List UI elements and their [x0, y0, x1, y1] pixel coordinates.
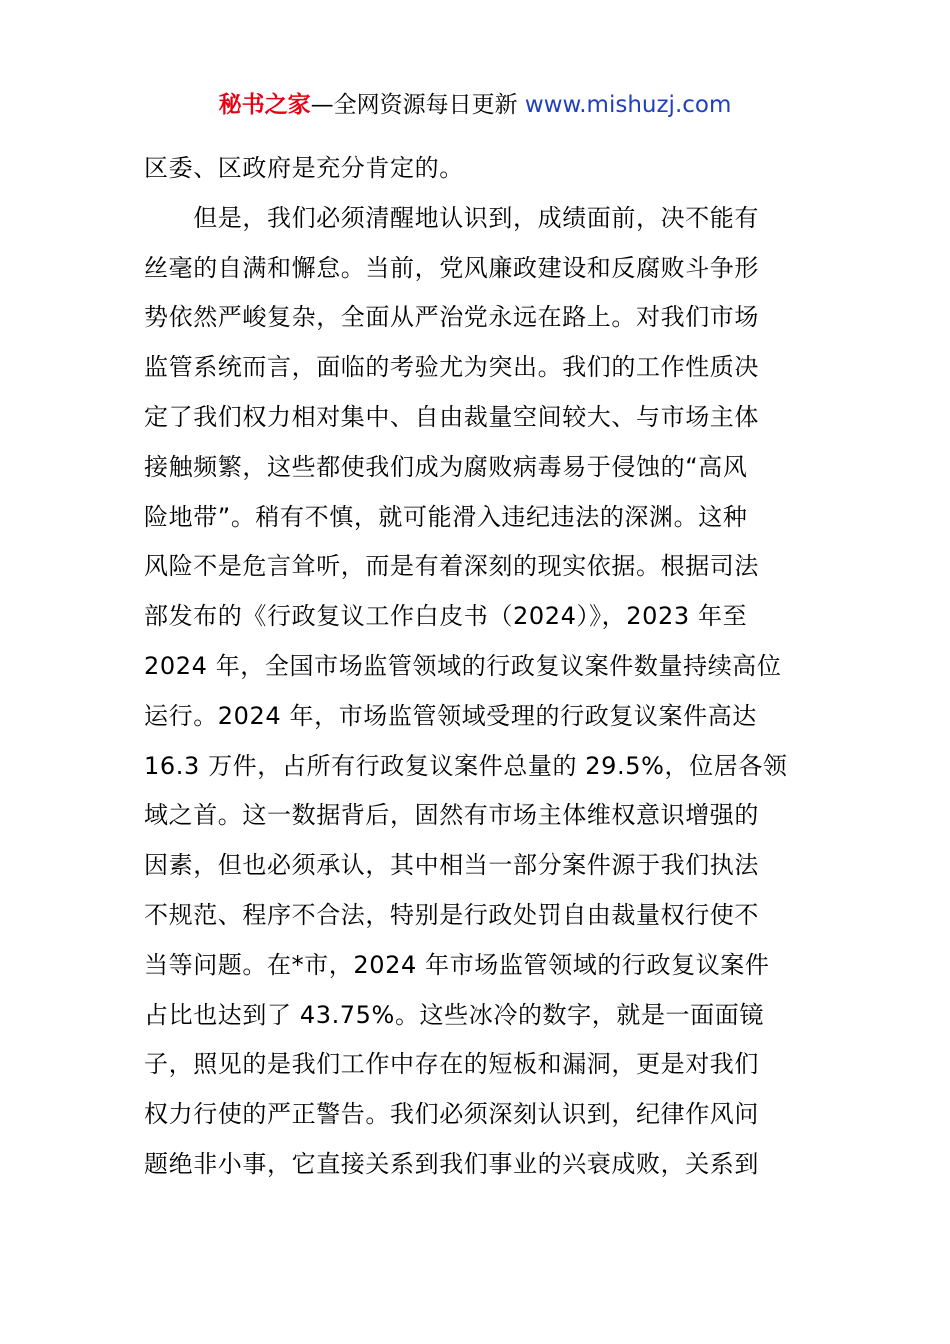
text-line: 监管系统而言，面临的考验尤为突出。我们的工作性质决	[144, 353, 759, 382]
text-line: 丝毫的自满和懈怠。当前，党风廉政建设和反腐败斗争形	[144, 253, 759, 282]
text-line: 运行。2024 年，市场监管领域受理的行政复议案件高达	[144, 701, 757, 730]
text-line: 接触频繁，这些都使我们成为腐败病毒易于侵蚀的“高风	[144, 452, 748, 481]
text-line: 题绝非小事，它直接关系到我们事业的兴衰成败，关系到	[144, 1149, 759, 1178]
text-line: 风险不是危言耸听，而是有着深刻的现实依据。根据司法	[144, 552, 759, 581]
site-header	[0, 88, 950, 122]
text-line: 不规范、程序不合法，特别是行政处罚自由裁量权行使不	[144, 900, 759, 929]
text-line: 部发布的《行政复议工作白皮书（2024）》，2023 年至	[144, 602, 748, 631]
text-line: 子，照见的是我们工作中存在的短板和漏洞，更是对我们	[144, 1050, 759, 1079]
text-line: 因素，但也必须承认，其中相当一部分案件源于我们执法	[144, 851, 759, 880]
text-line: 2024 年，全国市场监管领域的行政复议案件数量持续高位	[144, 651, 782, 680]
header-tagline: —全网资源每日更新	[310, 92, 518, 118]
text-line: 16.3 万件，占所有行政复议案件总量的 29.5%，位居各领	[144, 751, 788, 780]
text-line: 定了我们权力相对集中、自由裁量空间较大、与市场主体	[144, 402, 759, 431]
text-line: 当等问题。在*市，2024 年市场监管领域的行政复议案件	[144, 950, 770, 979]
text-line: 域之首。这一数据背后，固然有市场主体维权意识增强的	[144, 801, 759, 830]
text-line: 势依然严峻复杂，全面从严治党永远在路上。对我们市场	[144, 303, 759, 332]
text-line: 区委、区政府是充分肯定的。	[144, 154, 464, 182]
brand-name: 秘书之家	[218, 92, 311, 118]
document-body	[144, 144, 812, 1190]
text-line: 权力行使的严正警告。我们必须深刻认识到，纪律作风问	[144, 1100, 759, 1129]
text-line: 险地带”。稍有不慎，就可能滑入违纪违法的深渊。这种	[144, 502, 748, 531]
site-url-link[interactable]: www.mishuzj.com	[524, 92, 732, 118]
text-line: 占比也达到了 43.75%。这些冰冷的数字，就是一面面镜	[144, 1000, 764, 1029]
text-line: 但是，我们必须清醒地认识到，成绩面前，决不能有	[144, 203, 759, 232]
